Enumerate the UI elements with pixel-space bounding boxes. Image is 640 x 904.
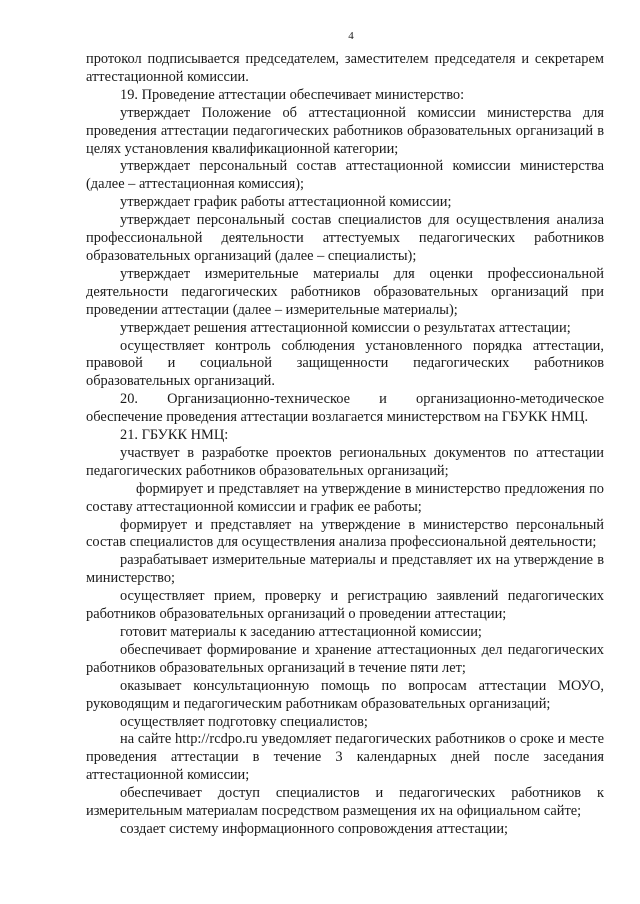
paragraph: утверждает Положение об аттестационной комиссии министерства для проведения аттестации педагогических работников образовательных организаций в целях установления квалификационной категории; (86, 104, 604, 157)
paragraph: осуществляет прием, проверку и регистрацию заявлений педагогических работников образовательных организаций о проведении аттестации; (86, 588, 604, 623)
paragraph: формирует и представляет на утверждение в министерство предложения по составу аттестационной комиссии и график ее работы; (86, 480, 604, 515)
paragraph: утверждает измерительные материалы для оценки профессиональной деятельности педагогических работников образовательных организаций при проведении аттестации (далее – измерительные материалы); (86, 265, 604, 318)
paragraph: обеспечивает доступ специалистов и педагогических работников к измерительным материалам посредством размещения их на официальном сайте; (86, 785, 604, 820)
paragraph: 21. ГБУКК НМЦ: (120, 427, 229, 444)
paragraph: готовит материалы к заседанию аттестационной комиссии; (120, 624, 482, 640)
paragraph: участвует в разработке проектов региональных документов по аттестации педагогических работников образовательных организаций; (86, 444, 604, 479)
paragraph: протокол подписывается председателем, заместителем председателя и секретарем аттестационной комиссии. (86, 51, 604, 85)
paragraph: утверждает график работы аттестационной комиссии; (120, 194, 452, 211)
paragraph: осуществляет контроль соблюдения установленного порядка аттестации, правовой и социальной защищенности педагогических работников образовательных организаций. (86, 337, 604, 390)
paragraph: 19. Проведение аттестации обеспечивает министерство: (120, 86, 465, 103)
paragraph: утверждает персональный состав специалистов для осуществления анализа профессиональной деятельности аттестуемых педагогических работников образовательных организаций (далее – специалисты); (86, 212, 604, 264)
paragraph: утверждает персональный состав аттестационной комиссии министерства (далее – аттестационная комиссия); (86, 158, 604, 193)
paragraph: на сайте http://rcdpo.ru уведомляет педагогических работников о сроке и месте проведения аттестации в течение 3 календарных дней после заседания аттестационной комиссии; (86, 731, 604, 784)
paragraph: обеспечивает формирование и хранение аттестационных дел педагогических работников образовательных организаций в течение пяти лет; (86, 641, 604, 676)
paragraph: осуществляет подготовку специалистов; (120, 713, 368, 730)
paragraph: создает систему информационного сопровождения аттестации; (120, 820, 509, 837)
paragraph: утверждает решения аттестационной комиссии о результатах аттестации; (120, 319, 571, 336)
paragraph: разрабатывает измерительные материалы и представляет их на утверждение в министерство; (86, 552, 604, 587)
page-number: 4 (348, 30, 354, 42)
paragraph: оказывает консультационную помощь по вопросам аттестации МОУО, руководящим и педагогическим работникам образовательных организаций; (86, 677, 604, 712)
paragraph: 20. Организационно-техническое и организационно-методическое обеспечение проведения аттестации возлагается министерством на ГБУКК НМЦ. (86, 391, 604, 426)
document-body (86, 51, 604, 839)
paragraph: формирует и представляет на утверждение в министерство персональный состав специалистов для осуществления анализа профессиональной деятельности; (86, 516, 604, 551)
